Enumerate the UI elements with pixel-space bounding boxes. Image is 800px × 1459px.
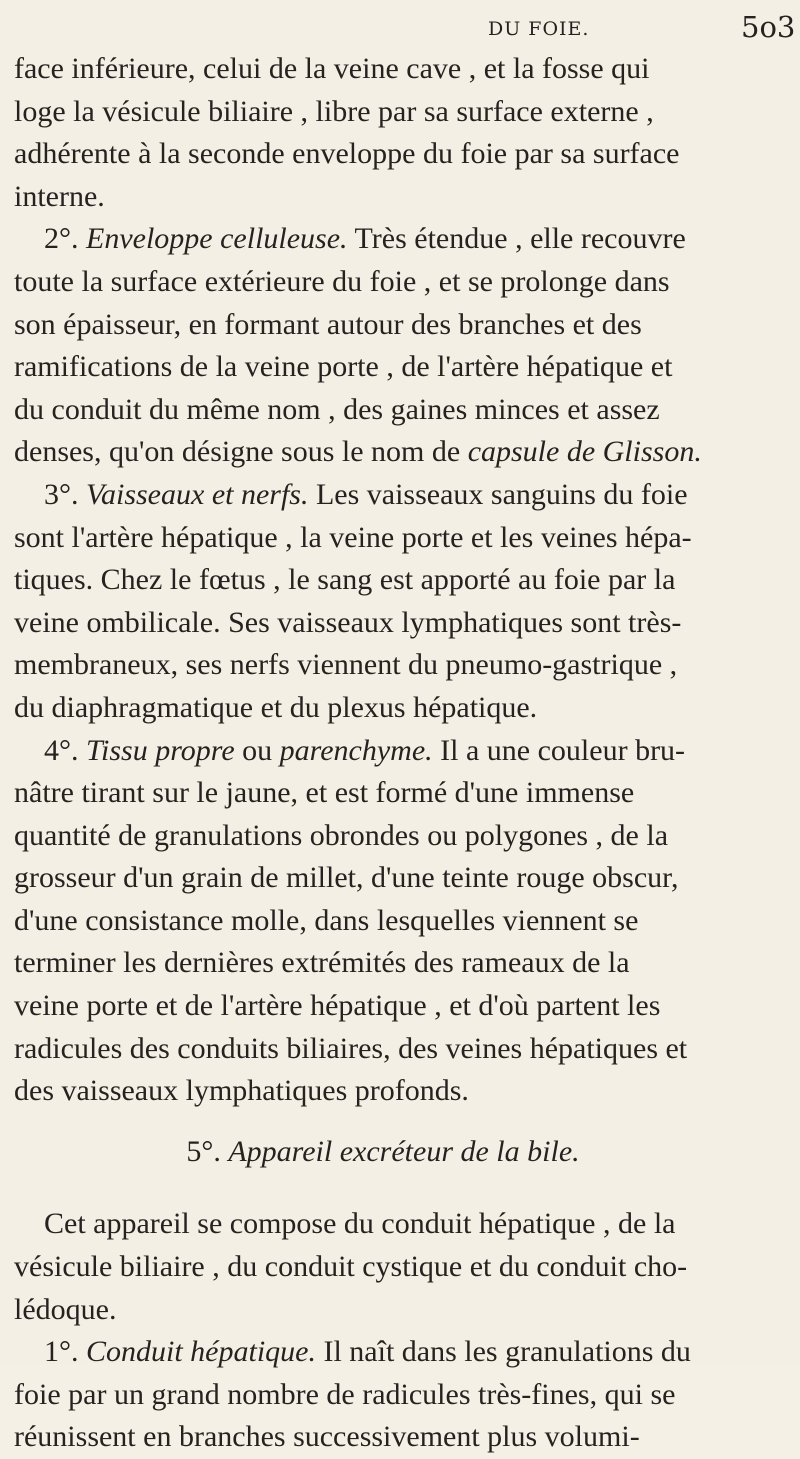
text-line: Cet appareil se compose du conduit hépatique , de la [44,1207,676,1241]
text-line: vésicule biliaire , du conduit cystique et du conduit cho- [14,1250,688,1284]
text-line: ramifications de la veine porte , de l'artère hépatique et [14,350,673,384]
text-line: foie par un grand nombre de radicules très-fines, qui se [14,1377,676,1411]
item-text: Très étendue , elle recouvre [354,222,686,256]
item-heading-4 [14,730,792,773]
item-title: Conduit hépatique. [86,1335,316,1369]
text-line: membraneux, ses nerfs viennent du pneumo-gastrique , [14,648,678,682]
section-title: Appareil excréteur de la bile. [228,1134,580,1168]
item-number: 4°. [44,733,79,767]
text-line: veine ombilicale. Ses vaisseaux lymphatiques sont très- [14,605,682,639]
page-header [0,4,800,44]
body-text [14,48,792,1459]
text-line: veine porte et de l'artère hépatique , et d'où partent les [14,989,661,1023]
text-line: d'une consistance molle, dans lesquelles viennent se [14,903,639,937]
section-heading-5 [14,1131,792,1174]
text-line: lédoque. [14,1292,117,1326]
running-head: DU FOIE. [488,18,590,40]
text-line: radicules des conduits biliaires, des veines hépatiques et [14,1031,688,1065]
text-line: interne. [14,179,105,213]
text-line: face inférieure, celui de la veine cave , et la fosse qui [14,52,650,85]
text-line: loge la vésicule biliaire , libre par sa surface externe , [14,94,654,128]
item-number: 1°. [44,1335,79,1369]
text-line: tiques. Chez le fœtus , le sang est apporté au foie par la [14,563,676,597]
text-line [14,431,792,474]
text-line: nâtre tirant sur le jaune, et est formé d'une immense [14,776,635,810]
text-line: réunissent en branches successivement plus volumi- [14,1420,640,1454]
item-heading-3 [14,474,792,517]
item-title-alt: parenchyme. [279,733,433,767]
text-line: terminer les dernières extrémités des rameaux de la [14,946,630,980]
item-text: Il naît dans les granulations du [323,1335,691,1369]
item-title: Enveloppe celluleuse. [86,222,348,256]
item-text: Il a une couleur bru- [440,733,686,767]
item-heading-1 [14,1331,792,1374]
item-title: Vaisseaux et nerfs. [86,477,309,511]
item-title: Tissu propre [86,733,235,767]
item-number: 3°. [44,477,79,511]
term-capsule: capsule de Glisson. [467,435,702,469]
page-number: 5o3 [741,10,796,44]
text-line: du conduit du même nom , des gaines minces et assez [14,392,660,426]
text-line: grosseur d'un grain de millet, d'une teinte rouge obscur, [14,861,679,895]
text-line: du diaphragmatique et du plexus hépatique. [14,690,538,724]
text-line: sont l'artère hépatique , la veine porte et les veines hépa- [14,520,692,554]
text-line: quantité de granulations obrondes ou polygones , de la [14,818,669,852]
text-line: toute la surface extérieure du foie , et se prolonge dans [14,264,670,298]
section-number: 5°. [186,1134,221,1168]
item-connector: ou [242,733,273,767]
text-line: adhérente à la seconde enveloppe du foie par sa surface [14,137,680,171]
item-heading-2 [14,218,792,261]
text-line: des vaisseaux lymphatiques profonds. [14,1074,469,1108]
item-text: Les vaisseaux sanguins du foie [315,477,688,511]
item-number: 2°. [44,222,79,256]
text-line: son épaisseur, en formant autour des branches et des [14,307,642,341]
item-text: denses, qu'on désigne sous le nom de [14,435,461,469]
